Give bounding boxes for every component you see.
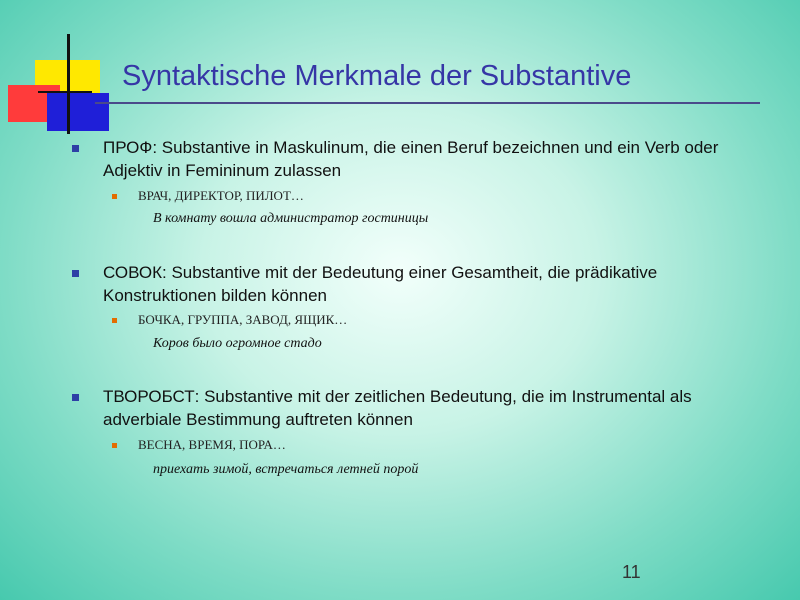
sub-bullet-icon [112, 194, 117, 199]
item-sub-examples: ВЕСНА, ВРЕМЯ, ПОРА… [138, 437, 286, 452]
bullet-icon [72, 394, 79, 401]
item-example-sentence: приехать зимой, встречаться летней порой [153, 462, 419, 477]
decor-horizontal-line [38, 91, 92, 93]
item-example-sentence: В комнату вошла администратор гостиницы [153, 211, 429, 226]
bullet-icon [72, 270, 79, 277]
item-sub-examples: БОЧКА, ГРУППА, ЗАВОД, ЯЩИК… [138, 312, 348, 327]
sub-bullet-icon [112, 318, 117, 323]
item-example-sentence: Коров было огромное стадо [153, 336, 322, 351]
page-number: 11 [622, 562, 641, 582]
item-text: ТВОРОБСТ: Substantive mit der zeitlichen Bedeutung, die im Instrumental als adverbiale Bestimmung auftreten können [103, 387, 692, 429]
sub-bullet-icon [112, 443, 117, 448]
slide-title: Syntaktische Merkmale der Substantive [122, 60, 632, 92]
title-underline [95, 102, 760, 104]
bullet-icon [72, 145, 79, 152]
item-text: ПРОФ: Substantive in Maskulinum, die einen Beruf bezeichnen und ein Verb oder Adjektiv in Femininum zulassen [103, 138, 719, 180]
item-sub-examples: ВРАЧ, ДИРЕКТОР, ПИЛОТ… [138, 188, 304, 203]
decor-vertical-line [67, 34, 70, 134]
item-text: СОВОК: Substantive mit der Bedeutung einer Gesamtheit, die prädikative Konstruktionen bilden können [103, 263, 658, 305]
decor-blue-square [47, 93, 109, 131]
